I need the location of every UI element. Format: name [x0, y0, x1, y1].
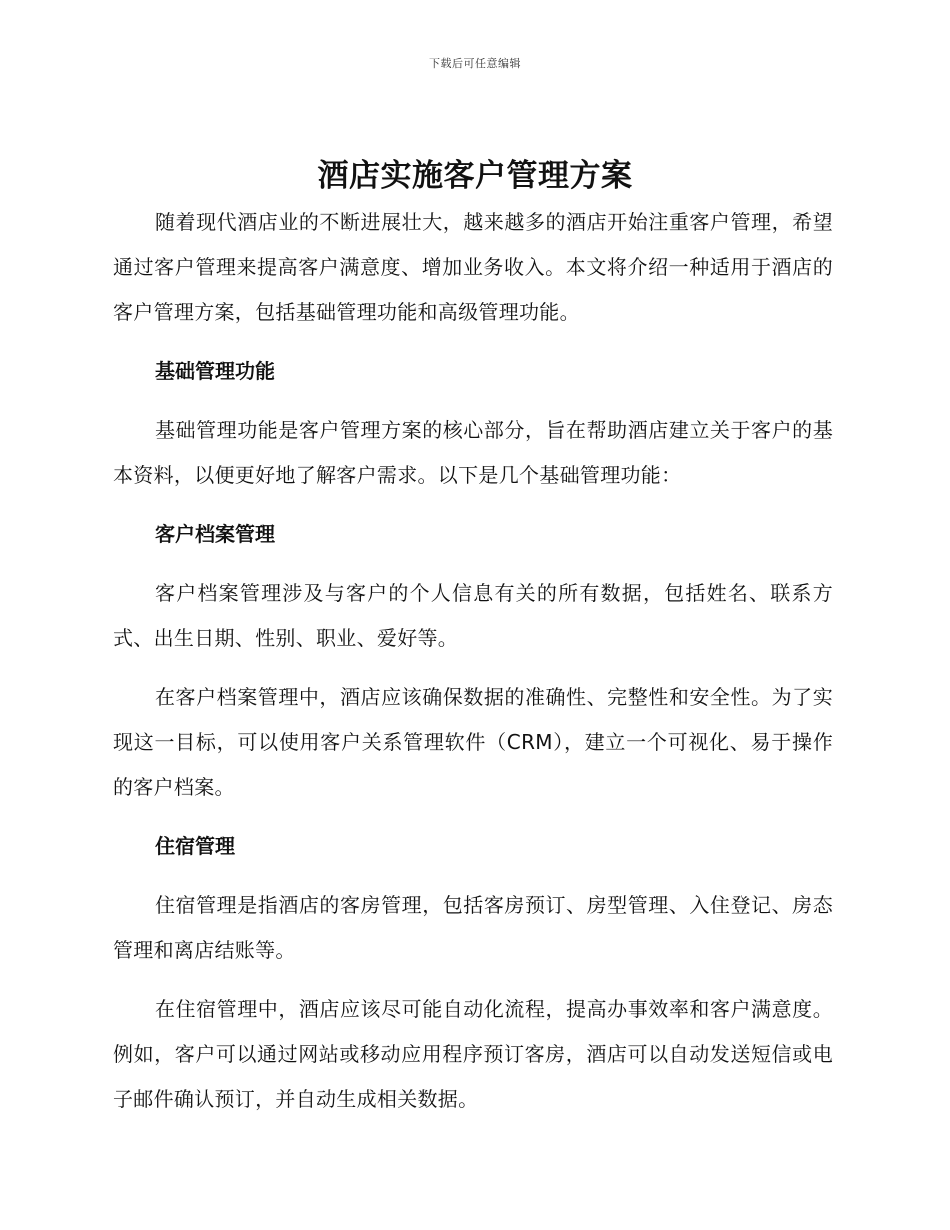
profile-paragraph-2: 在客户档案管理中，酒店应该确保数据的准确性、完整性和安全性。为了实现这一目标，可以使用客户关系管理软件（CRM），建立一个可视化、易于操作的客户档案。: [113, 685, 833, 799]
section-heading-profile: 客户档案管理: [155, 522, 275, 546]
document-title: 酒店实施客户管理方案: [317, 158, 633, 194]
section-heading-basic: 基础管理功能: [155, 359, 275, 383]
lodging-paragraph-2: 在住宿管理中，酒店应该尽可能自动化流程，提高办事效率和客户满意度。例如，客户可以通过网站或移动应用程序预订客房，酒店可以自动发送短信或电子邮件确认预订，并自动生成相关数据。: [113, 997, 833, 1111]
editable-note: 下载后可任意编辑: [429, 57, 521, 70]
section-heading-lodging: 住宿管理: [155, 834, 235, 858]
intro-paragraph: 随着现代酒店业的不断进展壮大，越来越多的酒店开始注重客户管理，希望通过客户管理来提高客户满意度、增加业务收入。本文将介绍一种适用于酒店的客户管理方案，包括基础管理功能和高级管理功能。: [113, 210, 833, 324]
basic-functions-paragraph: 基础管理功能是客户管理方案的核心部分，旨在帮助酒店建立关于客户的基本资料，以便更好地了解客户需求。以下是几个基础管理功能：: [113, 418, 833, 487]
profile-paragraph-1: 客户档案管理涉及与客户的个人信息有关的所有数据，包括姓名、联系方式、出生日期、性别、职业、爱好等。: [113, 581, 833, 650]
lodging-paragraph-1: 住宿管理是指酒店的客房管理，包括客房预订、房型管理、入住登记、房态管理和离店结账等。: [113, 893, 833, 962]
document-body: [113, 200, 833, 1122]
